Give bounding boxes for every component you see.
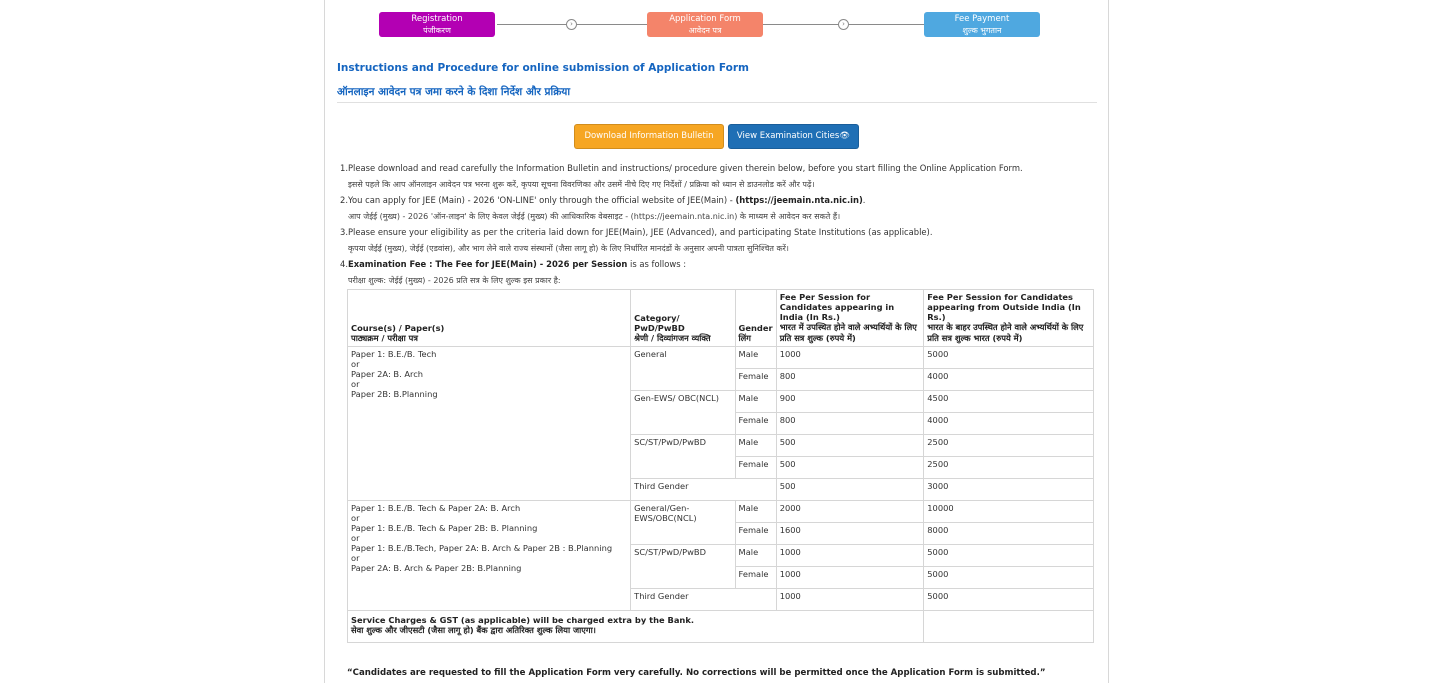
fee-outside-cell: 8000 bbox=[924, 523, 1094, 545]
download-bulletin-button[interactable]: Download Information Bulletin bbox=[574, 124, 724, 149]
course-cell-group1 bbox=[348, 347, 631, 501]
service-charge-cell bbox=[348, 611, 924, 643]
category-cell: Gen-EWS/ OBC(NCL) bbox=[631, 391, 735, 435]
instruction-1-hi: इससे पहले कि आप ऑनलाइन आवेदन पत्र भरना शुरू करें, कृपया सूचना विवरणिका और उसमें नीचे दिए गए निर्देशों / प्रक्रिया को ध्यान से डाउनलोड करें और पढ़ें। bbox=[348, 180, 815, 189]
category-cell: SC/ST/PwD/PwBD bbox=[631, 435, 735, 479]
course-line: Paper 1: B.E./B.Tech, Paper 2A: B. Arch & Paper 2B : B.Planning bbox=[351, 543, 613, 553]
category-cell: SC/ST/PwD/PwBD bbox=[631, 545, 735, 589]
page-container bbox=[324, 0, 1109, 683]
course-line: Paper 1: B.E./B. Tech & Paper 2A: B. Arch bbox=[351, 503, 521, 513]
step-label: Registration bbox=[411, 14, 463, 24]
gender-cell: Male bbox=[735, 435, 776, 457]
fee-outside-cell: 5000 bbox=[924, 347, 1094, 369]
header-course bbox=[348, 290, 631, 347]
step-label: Application Form bbox=[669, 14, 741, 24]
footer-notice: “Candidates are requested to fill the Application Form very carefully. No corrections will be permitted once the Application Form is submitted.” bbox=[347, 668, 1046, 678]
header-category-en: Category/ PwD/PwBD bbox=[634, 313, 685, 333]
instruction-1: 1.Please download and read carefully the Information Bulletin and instructions/ procedure given therein below, before you start filling the Online Application Form. bbox=[340, 163, 1023, 173]
category-cell: Third Gender bbox=[631, 589, 777, 611]
gender-cell: Male bbox=[735, 501, 776, 523]
fee-india-cell: 500 bbox=[776, 479, 924, 501]
fee-india-cell: 1000 bbox=[776, 347, 924, 369]
gender-cell: Female bbox=[735, 413, 776, 435]
gender-cell: Male bbox=[735, 347, 776, 369]
course-line: or bbox=[351, 359, 360, 369]
instruction-4-rest: is as follows : bbox=[627, 259, 687, 269]
fee-india-cell: 1000 bbox=[776, 545, 924, 567]
instruction-2 bbox=[340, 195, 865, 205]
step-fee-payment[interactable] bbox=[924, 12, 1040, 37]
gender-cell: Female bbox=[735, 523, 776, 545]
fee-outside-cell: 4000 bbox=[924, 413, 1094, 435]
instruction-2-end: . bbox=[862, 195, 866, 205]
gender-cell: Male bbox=[735, 391, 776, 413]
course-line: Paper 2B: B.Planning bbox=[351, 389, 438, 399]
gender-cell: Female bbox=[735, 457, 776, 479]
chevron-right-icon: › bbox=[566, 19, 577, 30]
step-label: Fee Payment bbox=[954, 14, 1010, 24]
divider bbox=[337, 102, 1097, 103]
step-application-form[interactable] bbox=[647, 12, 763, 37]
official-website-link[interactable]: (https://jeemain.nta.nic.in) bbox=[735, 195, 863, 205]
fee-india-cell: 800 bbox=[776, 369, 924, 391]
service-charge-en: Service Charges & GST (as applicable) will be charged extra by the Bank. bbox=[351, 615, 695, 625]
category-cell: General bbox=[631, 347, 735, 391]
service-charge-row bbox=[348, 611, 1094, 643]
fee-outside-cell: 2500 bbox=[924, 457, 1094, 479]
fee-india-cell: 1600 bbox=[776, 523, 924, 545]
course-line: or bbox=[351, 533, 360, 543]
step-registration[interactable] bbox=[379, 12, 495, 37]
course-line: Paper 1: B.E./B. Tech bbox=[351, 349, 437, 359]
fee-india-cell: 500 bbox=[776, 435, 924, 457]
empty-cell bbox=[924, 611, 1094, 643]
fee-outside-cell: 5000 bbox=[924, 589, 1094, 611]
course-line: or bbox=[351, 513, 360, 523]
course-line: or bbox=[351, 553, 360, 563]
header-outside-hi: भारत के बाहर उपस्थित होने वाले अभ्यर्थियों के लिए प्रति सत्र शुल्क भारत (रुपये में) bbox=[927, 322, 1084, 343]
fee-india-cell: 800 bbox=[776, 413, 924, 435]
fee-outside-cell: 5000 bbox=[924, 567, 1094, 589]
gender-cell: Male bbox=[735, 545, 776, 567]
fee-outside-cell: 4500 bbox=[924, 391, 1094, 413]
step-label-hi: शुल्क भुगतान bbox=[962, 26, 1002, 35]
course-line: Paper 2A: B. Arch & Paper 2B: B.Planning bbox=[351, 563, 522, 573]
service-charge-hi: सेवा शुल्क और जीएसटी (जैसा लागू हो) बैंक द्वारा अतिरिक्त शुल्क लिया जाएगा। bbox=[351, 625, 596, 635]
view-exam-cities-button[interactable]: View Examination Cities👁 bbox=[728, 124, 859, 149]
header-outside-en: Fee Per Session for Candidates appearing from Outside India (In Rs.) bbox=[927, 292, 1081, 322]
header-course-en: Course(s) / Paper(s) bbox=[351, 323, 445, 333]
instruction-4-num: 4. bbox=[340, 259, 348, 269]
course-line: Paper 2A: B. Arch bbox=[351, 369, 424, 379]
fee-india-cell: 900 bbox=[776, 391, 924, 413]
fee-outside-cell: 10000 bbox=[924, 501, 1094, 523]
header-india-en: Fee Per Session for Candidates appearing in India (In Rs.) bbox=[779, 292, 895, 322]
fee-outside-cell: 3000 bbox=[924, 479, 1094, 501]
header-gender-en: Gender bbox=[738, 323, 773, 333]
category-cell: General/Gen-EWS/OBC(NCL) bbox=[631, 501, 735, 545]
gender-cell: Female bbox=[735, 567, 776, 589]
table-header-row bbox=[348, 290, 1094, 347]
course-cell-group2 bbox=[348, 501, 631, 611]
header-fee-outside bbox=[924, 290, 1094, 347]
header-gender bbox=[735, 290, 776, 347]
fee-outside-cell: 4000 bbox=[924, 369, 1094, 391]
chevron-right-icon: › bbox=[838, 19, 849, 30]
fee-outside-cell: 2500 bbox=[924, 435, 1094, 457]
header-india-hi: भारत में उपस्थित होने वाले अभ्यर्थियों के लिए प्रति सत्र शुल्क (रुपये में) bbox=[779, 322, 917, 343]
header-gender-hi: लिंग bbox=[738, 333, 751, 343]
page-title: Instructions and Procedure for online submission of Application Form bbox=[337, 62, 749, 74]
instruction-4-bold: Examination Fee : The Fee for JEE(Main) - 2026 per Session bbox=[348, 259, 628, 269]
course-line: or bbox=[351, 379, 360, 389]
instruction-3-hi: कृपया जेईई (मुख्य), जेईई (एडवांस), और भाग लेने वाले राज्य संस्थानों (जैसा लागू हो) के लिए निर्धारित मानदंडों के अनुसार अपनी पात्रता सुनिश्चित करें। bbox=[348, 244, 789, 253]
step-label-hi: पंजीकरण bbox=[423, 26, 451, 35]
instruction-2-text: 2.You can apply for JEE (Main) - 2026 'ON-LINE' only through the official website of JEE(Main) - bbox=[340, 195, 736, 205]
step-label-hi: आवेदन पत्र bbox=[688, 26, 722, 35]
instruction-3: 3.Please ensure your eligibility as per the criteria laid down for JEE(Main), JEE (Advanced), and participating State Institutions (as applicable). bbox=[340, 227, 933, 237]
instruction-4-hi: परीक्षा शुल्क: जेईई (मुख्य) - 2026 प्रति सत्र के लिए शुल्क इस प्रकार है: bbox=[348, 276, 561, 285]
header-course-hi: पाठ्यक्रम / परीक्षा पत्र bbox=[351, 333, 418, 343]
table-row bbox=[348, 347, 1094, 369]
header-category-hi: श्रेणी / दिव्यांगजन व्यक्ति bbox=[634, 333, 711, 343]
fee-india-cell: 1000 bbox=[776, 567, 924, 589]
category-cell: Third Gender bbox=[631, 479, 777, 501]
page-title-hi: ऑनलाइन आवेदन पत्र जमा करने के दिशा निर्देश और प्रक्रिया bbox=[337, 86, 571, 98]
course-line: Paper 1: B.E./B. Tech & Paper 2B: B. Planning bbox=[351, 523, 538, 533]
fee-table bbox=[347, 289, 1094, 643]
header-category bbox=[631, 290, 735, 347]
gender-cell: Female bbox=[735, 369, 776, 391]
fee-india-cell: 1000 bbox=[776, 589, 924, 611]
header-fee-india bbox=[776, 290, 924, 347]
fee-india-cell: 2000 bbox=[776, 501, 924, 523]
fee-india-cell: 500 bbox=[776, 457, 924, 479]
instruction-4 bbox=[340, 259, 686, 269]
instruction-2-hi: आप जेईई (मुख्य) - 2026 'ऑन-लाइन' के लिए केवल जेईई (मुख्य) की आधिकारिक वेबसाइट - (https://jeemain.nta.nic.in) के माध्यम से आवेदन कर सकते हैं। bbox=[348, 212, 841, 221]
progress-steps bbox=[325, 0, 1108, 50]
fee-outside-cell: 5000 bbox=[924, 545, 1094, 567]
table-row bbox=[348, 501, 1094, 523]
